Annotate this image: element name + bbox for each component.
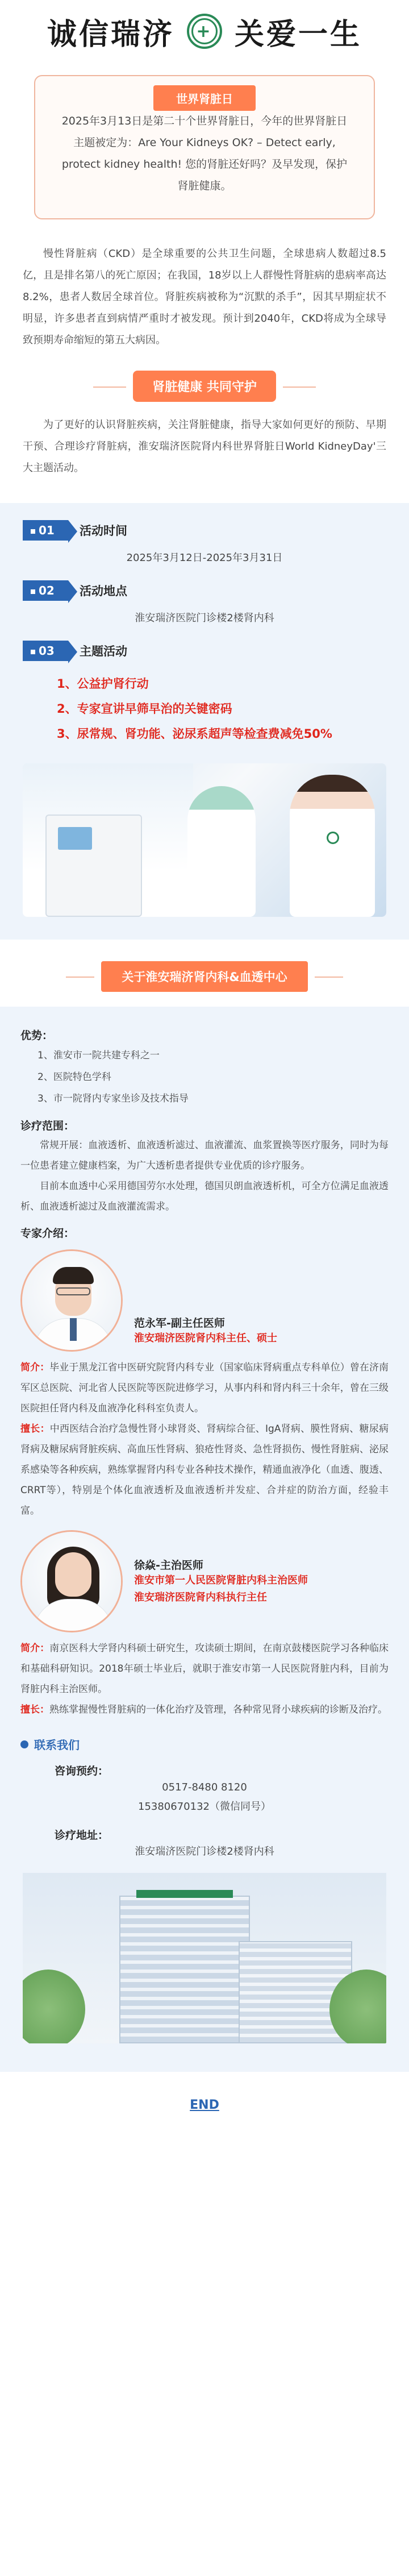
slogan-left: 诚信瑞济	[47, 16, 174, 52]
avatar	[20, 1530, 123, 1632]
end-link[interactable]: END	[190, 2098, 219, 2112]
expert-intro: 简介：南京医科大学肾内科硕士研究生，攻读硕士期间，在南京鼓楼医院学习各种临床和基础科研知识。2018年硕士毕业后，就职于淮安市第一人民医院肾脏内科，目前为肾脏内科主治医师。	[20, 1643, 389, 1695]
expert-title: 淮安瑞济医院肾内科执行主任	[134, 1591, 267, 1603]
expert-intro: 简介：毕业于黑龙江省中医研究院肾内科专业（国家临床肾病重点专科单位）曾在济南军区总医院、河北省人民医院等医院进修学习，从事内科和肾内科三十余年，曾在三级医院担任肾内科及血液净化科科室负责人。	[20, 1362, 389, 1414]
advantage-item: 2、医院特色学科	[37, 1071, 111, 1083]
address-label: 诊疗地址：	[55, 1829, 109, 1842]
event-label: 主题活动	[80, 645, 127, 658]
booking-label: 咨询预约：	[55, 1765, 109, 1777]
event-info-block	[0, 503, 409, 940]
intro-text: 2025年3月13日是第二十个世界肾脏日，今年的世界肾脏日主题被定为：Are Your Kidneys OK? – Detect early, protect kidney health! 您的肾脏还好吗？及早发现，保护肾脏健康。	[61, 115, 348, 192]
hospital-building-photo	[23, 1873, 386, 2043]
theme-item: 2、专家宣讲早筛早治的关键密码	[57, 702, 232, 716]
event-number-badge: 01	[23, 520, 68, 541]
about-block	[0, 1007, 409, 2072]
expert-skill: 擅长：中西医结合治疗急慢性肾小球肾炎、肾病综合征、IgA肾病、膜性肾病、糖尿病肾病及糖尿病肾脏疾病、高血压性肾病、狼疮性肾炎、急性肾损伤、慢性肾脏病、泌尿系感染等各种疾病，熟练掌握肾内科专业各种技术操作，精通血液净化（血透、腹透、CRRT等），特别是个体化血液透析及血液透析并发症、合并症的防治方面，经验丰富。	[20, 1423, 389, 1516]
avatar	[20, 1249, 123, 1352]
expert-card	[20, 1530, 389, 1720]
advantages-list	[20, 1045, 389, 1110]
theme-item: 1、公益护肾行动	[57, 677, 149, 691]
event-location-value: 淮安瑞济医院门诊楼2楼肾内科	[135, 612, 274, 624]
scope-text: 常规开展：血液透析、血液透析滤过、血液灌流、血浆置换等医疗服务，同时为每一位患者建立健康档案，为广大透析患者提供专业优质的诊疗服务。	[20, 1140, 389, 1171]
expert-skill: 擅长：熟练掌握慢性肾脏病的一体化治疗及管理，各种常见肾小球疾病的诊断及治疗。	[20, 1704, 387, 1715]
square-bullet-icon	[31, 589, 35, 594]
photo-badge-icon	[327, 832, 339, 844]
advantages-title: 优势：	[20, 1029, 53, 1042]
event-row-time	[23, 520, 386, 541]
expert-name: 徐焱-主治医师	[134, 1559, 203, 1572]
square-bullet-icon	[31, 529, 35, 534]
intro-section	[0, 63, 409, 219]
slogan-right: 关爱一生	[235, 16, 362, 52]
address-value: 淮安瑞济医院门诊楼2楼肾内科	[135, 1846, 274, 1858]
section-heading: 肾脏健康 共同守护	[133, 371, 276, 402]
activity-intro-paragraph: 为了更好的认识肾脏疾病，关注肾脏健康，指导大家如何更好的预防、早期干预、合理诊疗肾脏病，淮安瑞济医院肾内科世界肾脏日World KidneyDay'三大主题活动。	[23, 419, 386, 474]
slogan-header	[0, 0, 409, 63]
scope-text: 目前本血透中心采用德国劳尔水处理，德国贝朗血液透析机，可全方位满足血液透析、血液透析滤过及血液灌流需求。	[20, 1181, 389, 1212]
intro-title: 世界肾脏日	[153, 85, 256, 111]
wechat-phone[interactable]: 15380670132（微信同号）	[138, 1801, 271, 1813]
event-number-badge: 03	[23, 641, 68, 661]
ckd-paragraph: 慢性肾脏病（CKD）是全球重要的公共卫生问题，全球患病人数超过8.5亿，且是排名第八的死亡原因；在我国，18岁以上人群慢性肾脏病的患病率高达8.2%，患者人数居全球首位。肾脏疾病被称为“沉默的杀手”，因其早期症状不明显，许多患者直到病情严重时才被发现。预计到2040年，CKD将成为全球导致预期寿命缩短的第五大病因。	[23, 248, 386, 346]
expert-card	[20, 1249, 389, 1521]
expert-title: 淮安瑞济医院肾内科主任、硕士	[134, 1332, 277, 1344]
clinic-photo	[23, 763, 386, 917]
photo-nurse-front	[290, 775, 375, 917]
intro-box	[34, 75, 375, 219]
photo-nurse-back	[187, 786, 256, 917]
advantage-item: 1、淮安市一院共建专科之一	[37, 1050, 160, 1061]
event-label: 活动时间	[80, 524, 127, 538]
event-row-location	[23, 580, 386, 601]
theme-item: 3、尿常规、肾功能、泌尿系超声等检查费减免50%	[57, 727, 332, 741]
expert-name: 范永军-副主任医师	[134, 1317, 225, 1329]
section-heading-wrap	[0, 351, 409, 402]
event-number-badge: 02	[23, 580, 68, 601]
expert-title: 淮安市第一人民医院肾脏内科主治医师	[134, 1574, 308, 1586]
scope-title: 诊疗范围：	[20, 1120, 75, 1132]
advantage-item: 3、市一院肾内专家坐诊及技术指导	[37, 1093, 189, 1104]
event-label: 活动地点	[80, 584, 127, 598]
about-heading-wrap	[0, 940, 409, 992]
about-heading: 关于淮安瑞济肾内科&血透中心	[101, 961, 307, 992]
experts-title: 专家介绍：	[20, 1227, 75, 1240]
event-time-value: 2025年3月12日-2025年3月31日	[126, 552, 283, 564]
contact-heading: 联系我们	[20, 1736, 389, 1752]
event-row-theme	[23, 641, 386, 661]
square-bullet-icon	[31, 650, 35, 654]
hospital-logo-icon	[187, 14, 222, 49]
photo-dialysis-machine	[45, 815, 142, 917]
bullet-icon	[20, 1740, 28, 1748]
theme-list	[57, 671, 386, 746]
phone-number[interactable]: 0517-8480 8120	[162, 1781, 247, 1793]
